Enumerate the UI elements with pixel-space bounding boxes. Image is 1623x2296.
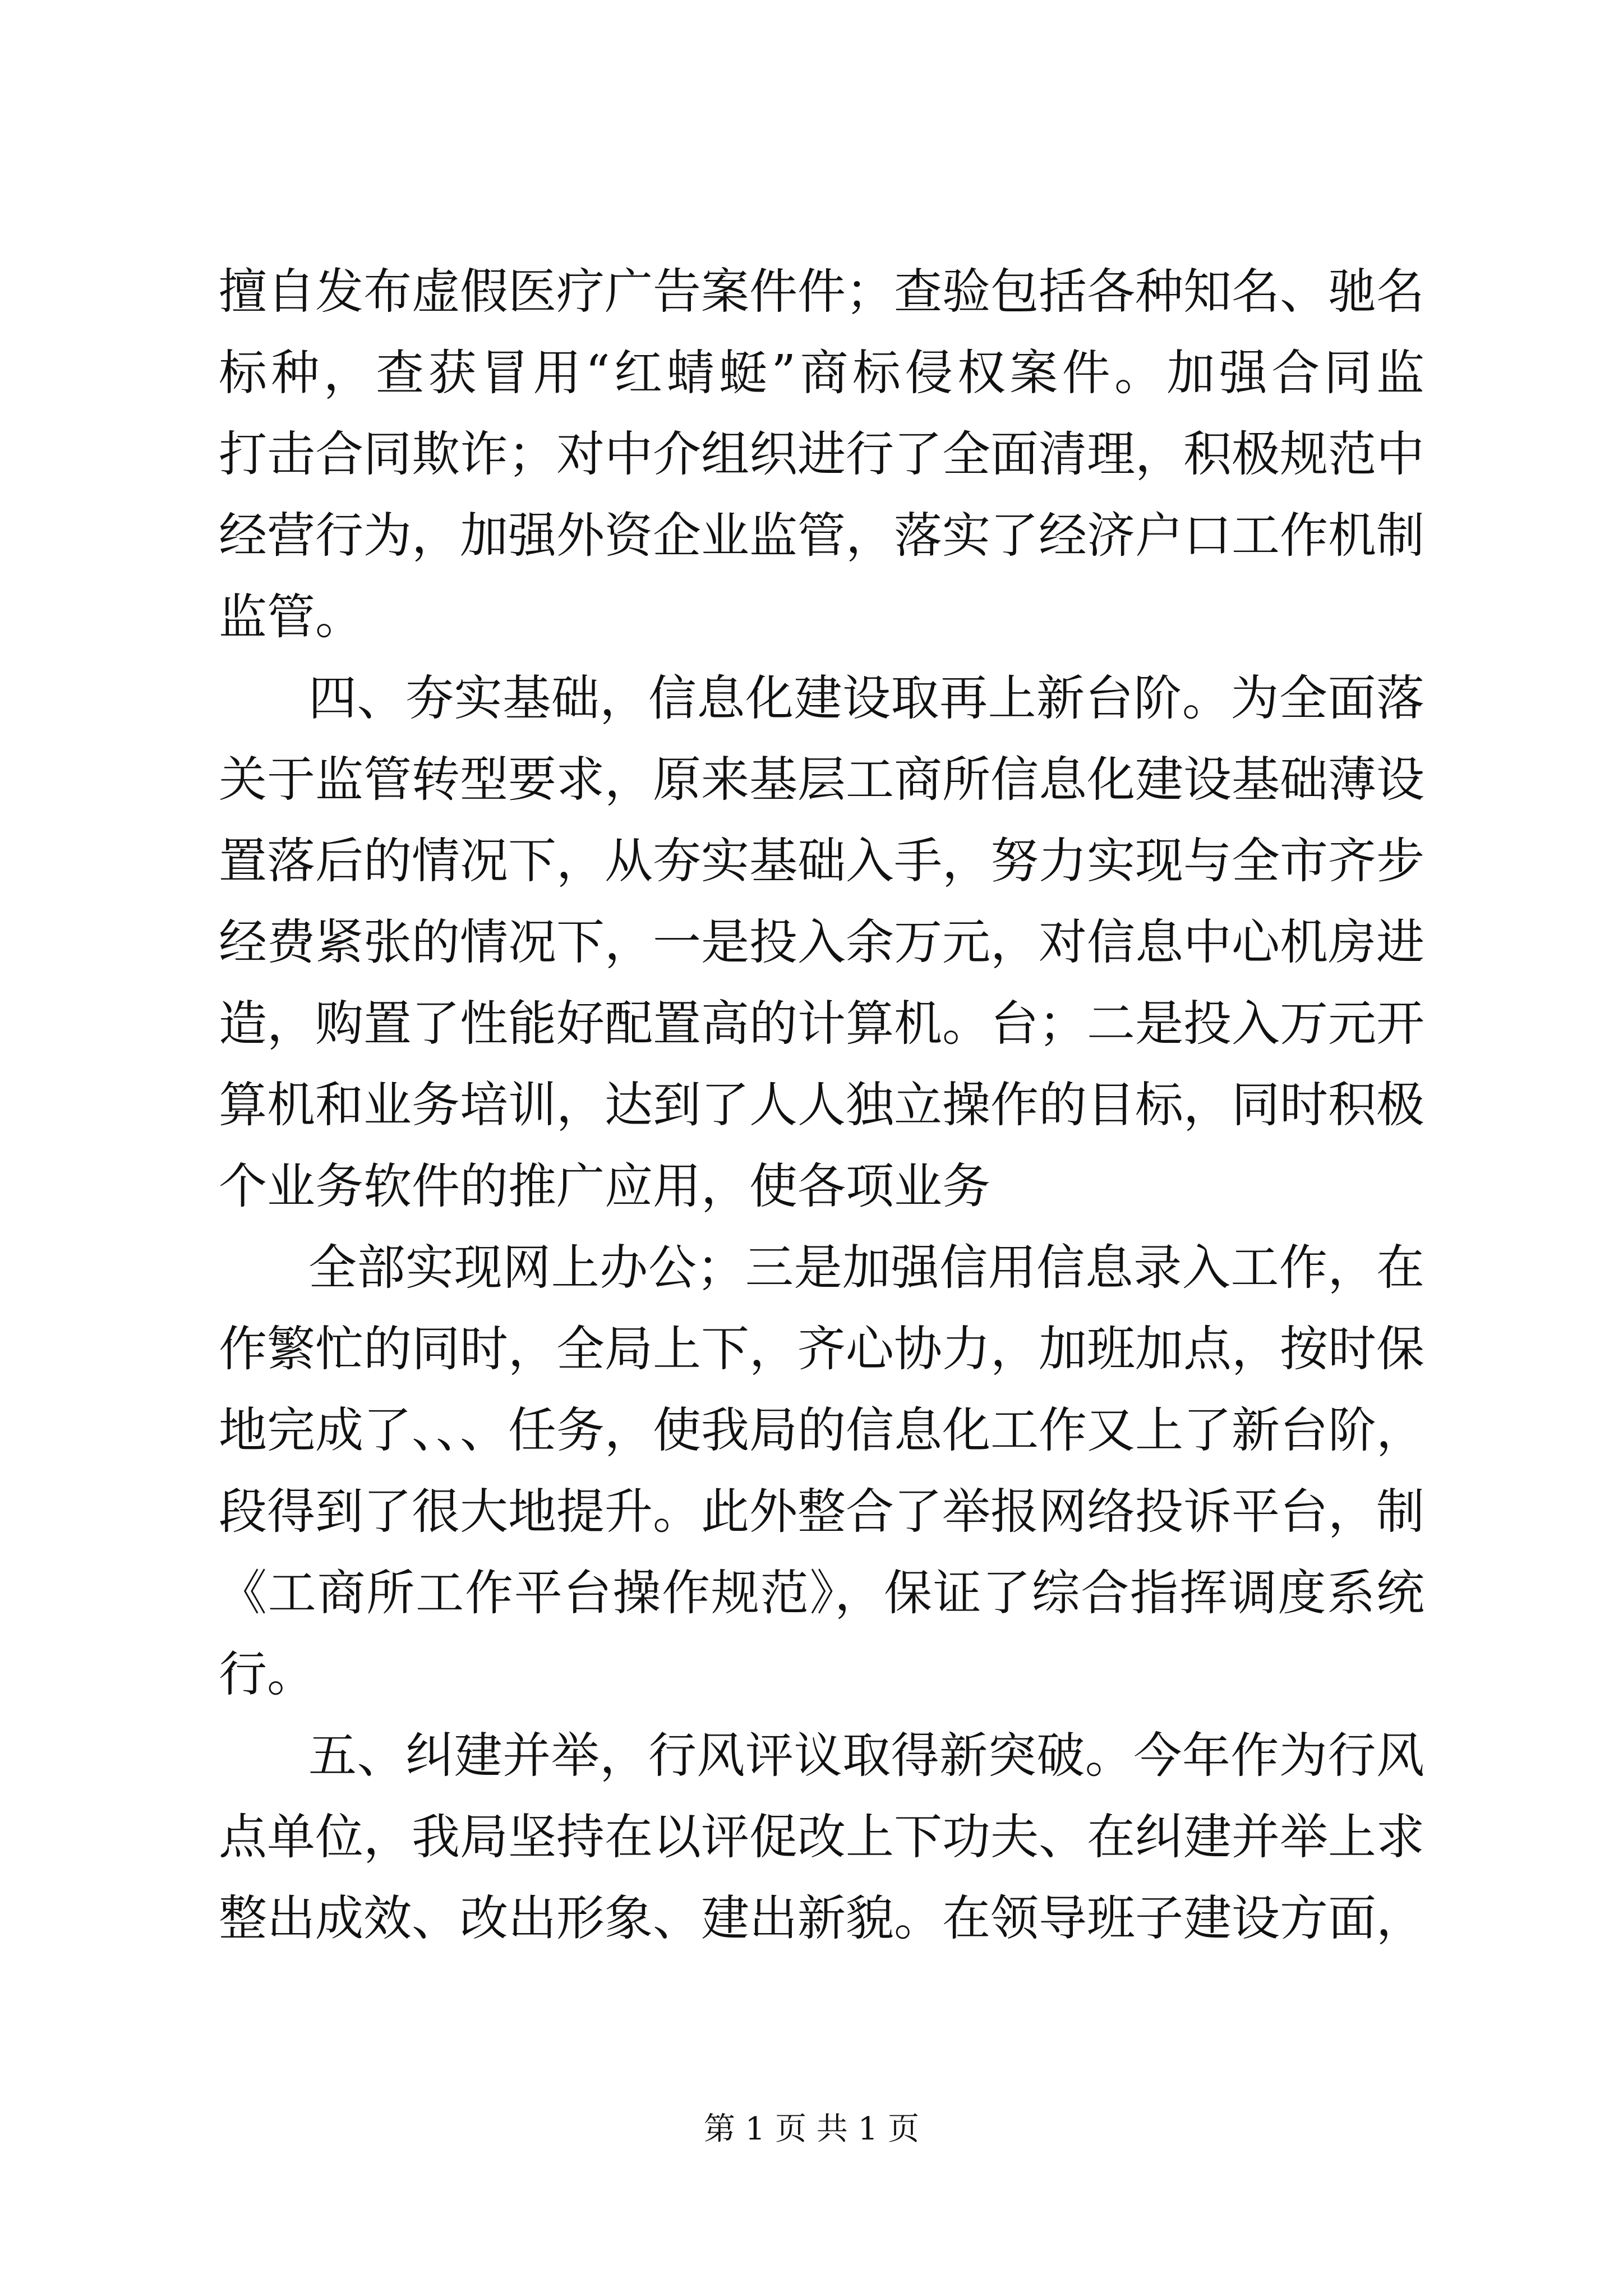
text-line: 算机和业务培训，达到了人人独立操作的目标，同时积极 [219, 1077, 1424, 1133]
text-line: 四、夯实基础，信息化建设取再上新台阶。为全面落 [308, 670, 1424, 726]
text-line: 关于监管转型要求，原来基层工商所信息化建设基础薄设 [219, 752, 1424, 808]
text-line: 《工商所工作平台操作规范》，保证了综合指挥调度系统 [219, 1565, 1424, 1621]
text-line: 监管。 [219, 589, 363, 645]
text-line: 个业务软件的推广应用，使各项业务 [219, 1158, 990, 1214]
text-line: 经营行为，加强外资企业监管，落实了经济户口工作机制 [219, 508, 1424, 564]
text-line: 点单位，我局坚持在以评促改上下功夫、在纠建并举上求 [219, 1809, 1424, 1865]
text-line: 标种，查获冒用“红蜻蜓”商标侵权案件。加强合同监 [219, 345, 1424, 401]
text-line: 置落后的情况下，从夯实基础入手，努力实现与全市齐步 [219, 833, 1424, 889]
text-line: 整出成效、改出形象、建出新貌。在领导班子建设方面， [219, 1890, 1424, 1947]
text-line: 作繁忙的同时，全局上下，齐心协力，加班加点，按时保 [219, 1321, 1424, 1377]
text-line: 五、纠建并举，行风评议取得新突破。今年作为行风 [308, 1728, 1424, 1784]
text-line: 行。 [219, 1646, 315, 1703]
page-footer: 第 1 页 共 1 页 [703, 2111, 920, 2147]
text-line: 地完成了、、、任务，使我局的信息化工作又上了新台阶， [219, 1402, 1424, 1458]
document-body [219, 251, 1424, 1959]
text-line: 造，购置了性能好配置高的计算机。台；二是投入万元开 [219, 996, 1424, 1052]
text-line: 全部实现网上办公；三是加强信用信息录入工作，在 [308, 1240, 1424, 1296]
text-line: 经费紧张的情况下，一是投入余万元，对信息中心机房进 [219, 914, 1424, 970]
text-line: 段得到了很大地提升。此外整合了举报网络投诉平台，制 [219, 1484, 1424, 1540]
text-line: 打击合同欺诈；对中介组织进行了全面清理，积极规范中 [219, 426, 1424, 482]
text-line: 擅自发布虚假医疗广告案件件；查验包括各种知名、驰名 [219, 264, 1424, 320]
